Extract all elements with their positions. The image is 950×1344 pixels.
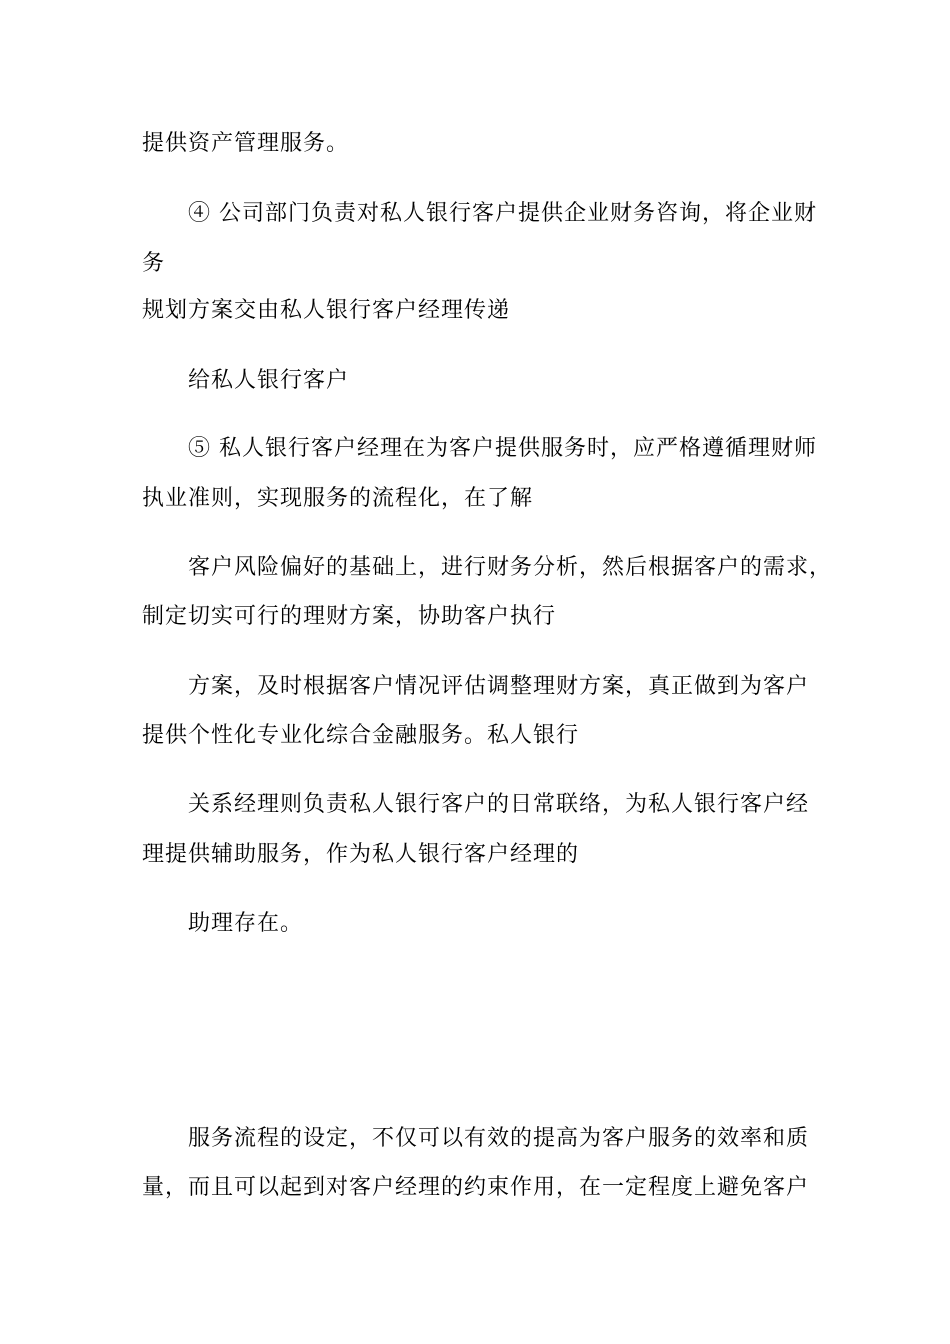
text-line-8: 客户风险偏好的基础上，进行财务分析，然后根据客户的需求， <box>188 555 833 580</box>
text-line-1: 提供资产管理服务。 <box>142 131 350 156</box>
text-line-9: 制定切实可行的理财方案，协助客户执行 <box>142 604 557 629</box>
text-line-3: 务 <box>142 251 166 276</box>
text-line-11: 提供个性化专业化综合金融服务。私人银行 <box>142 723 580 748</box>
text-line-7: 执业准则，实现服务的流程化，在了解 <box>142 486 534 511</box>
text-line-16: 量，而且可以起到对客户经理的约束作用，在一定程度上避免客户 <box>142 1175 810 1200</box>
text-line-13: 理提供辅助服务，作为私人银行客户经理的 <box>142 842 580 867</box>
text-line-2: ④ 公司部门负责对私人银行客户提供企业财务咨询，将企业财 <box>188 201 817 226</box>
text-line-6: ⑤ 私人银行客户经理在为客户提供服务时，应严格遵循理财师 <box>188 436 817 461</box>
text-line-10: 方案，及时根据客户情况评估调整理财方案，真正做到为客户 <box>188 674 810 699</box>
text-line-14: 助理存在。 <box>188 911 304 936</box>
text-line-4: 规划方案交由私人银行客户经理传递 <box>142 298 511 323</box>
text-line-5: 给私人银行客户 <box>188 368 350 393</box>
text-line-12: 关系经理则负责私人银行客户的日常联络，为私人银行客户经 <box>188 792 810 817</box>
text-line-15: 服务流程的设定，不仅可以有效的提高为客户服务的效率和质 <box>188 1126 810 1151</box>
